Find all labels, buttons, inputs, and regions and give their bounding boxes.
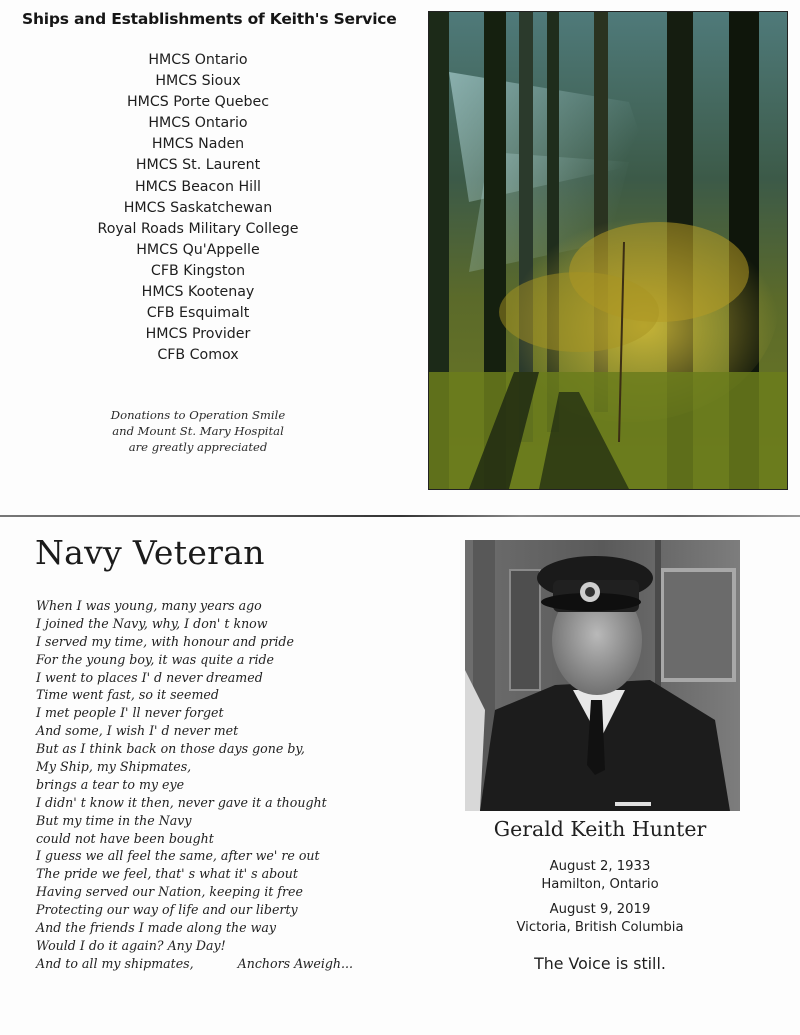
- donations-line: and Mount St. Mary Hospital: [112, 424, 284, 438]
- service-item: CFB Kingston: [150, 262, 246, 279]
- service-item: CFB Comox: [157, 347, 239, 364]
- service-item: HMCS Ontario: [148, 115, 248, 132]
- poem-line: I served my time, with honour and pride: [36, 633, 294, 649]
- service-item: HMCS Naden: [151, 136, 245, 153]
- poem-last-line: [36, 955, 366, 973]
- poem-line: I went to places I' d never dreamed: [36, 669, 263, 685]
- poem-last-line-start: And to all my shipmates,: [36, 955, 194, 971]
- poem-line: brings a tear to my eye: [36, 776, 185, 792]
- poem-line: But as I think back on those days gone by,: [36, 741, 305, 757]
- donations-line: Donations to Operation Smile: [110, 408, 286, 422]
- portrait-photo: [465, 540, 740, 811]
- service-heading: Ships and Establishments of Keith's Service: [22, 10, 397, 28]
- poem-line: For the young boy, it was quite a ride: [36, 651, 274, 667]
- service-item: HMCS St. Laurent: [135, 157, 261, 174]
- service-item: HMCS Provider: [145, 326, 251, 343]
- service-item: CFB Esquimalt: [146, 305, 250, 322]
- poem-last-line-end: Anchors Aweigh...: [237, 955, 354, 971]
- deceased-name: Gerald Keith Hunter: [493, 817, 707, 841]
- forest-photo: [428, 11, 788, 490]
- fold-divider: [0, 515, 800, 517]
- service-item: HMCS Kootenay: [141, 284, 255, 301]
- death-place: Victoria, British Columbia: [516, 920, 684, 935]
- service-item: HMCS Ontario: [148, 52, 248, 68]
- poem-line: Would I do it again? Any Day!: [36, 937, 226, 953]
- donations-line: are greatly appreciated: [128, 440, 268, 454]
- service-item: Royal Roads Military College: [97, 220, 299, 237]
- poem-line: I didn' t know it then, never gave it a thought: [36, 794, 327, 810]
- poem-line: I guess we all feel the same, after we' re out: [36, 848, 320, 864]
- birth-place: Hamilton, Ontario: [541, 877, 659, 892]
- service-list: [48, 50, 348, 366]
- poem-line: I joined the Navy, why, I don' t know: [36, 615, 268, 631]
- poem-title: Navy Veteran: [35, 533, 265, 572]
- poem-line: Protecting our way of life and our liberty: [36, 902, 298, 918]
- service-item: HMCS Qu'Appelle: [136, 241, 260, 258]
- poem-line: Time went fast, so it seemed: [36, 687, 219, 703]
- poem-line: And some, I wish I' d never met: [36, 723, 239, 739]
- service-item: HMCS Sioux: [155, 73, 241, 90]
- poem-line: Having served our Nation, keeping it free: [36, 884, 303, 900]
- poem-body: [36, 597, 366, 973]
- poem-line: The pride we feel, that' s what it' s about: [36, 866, 298, 882]
- closing-line: The Voice is still.: [534, 954, 666, 973]
- death-date: August 9, 2019: [549, 902, 651, 917]
- donations-note: [48, 407, 348, 455]
- service-item: HMCS Porte Quebec: [126, 94, 270, 111]
- poem-line: could not have been bought: [36, 830, 214, 846]
- birth-date: August 2, 1933: [549, 859, 651, 874]
- poem-line: My Ship, my Shipmates,: [36, 759, 192, 775]
- service-item: HMCS Saskatchewan: [123, 199, 273, 216]
- life-dates: [440, 858, 760, 937]
- poem-line: I met people I' ll never forget: [36, 705, 224, 721]
- poem-line: When I was young, many years ago: [36, 598, 262, 613]
- service-item: HMCS Beacon Hill: [135, 178, 261, 195]
- poem-line: But my time in the Navy: [36, 812, 192, 828]
- poem-line: And the friends I made along the way: [36, 920, 276, 936]
